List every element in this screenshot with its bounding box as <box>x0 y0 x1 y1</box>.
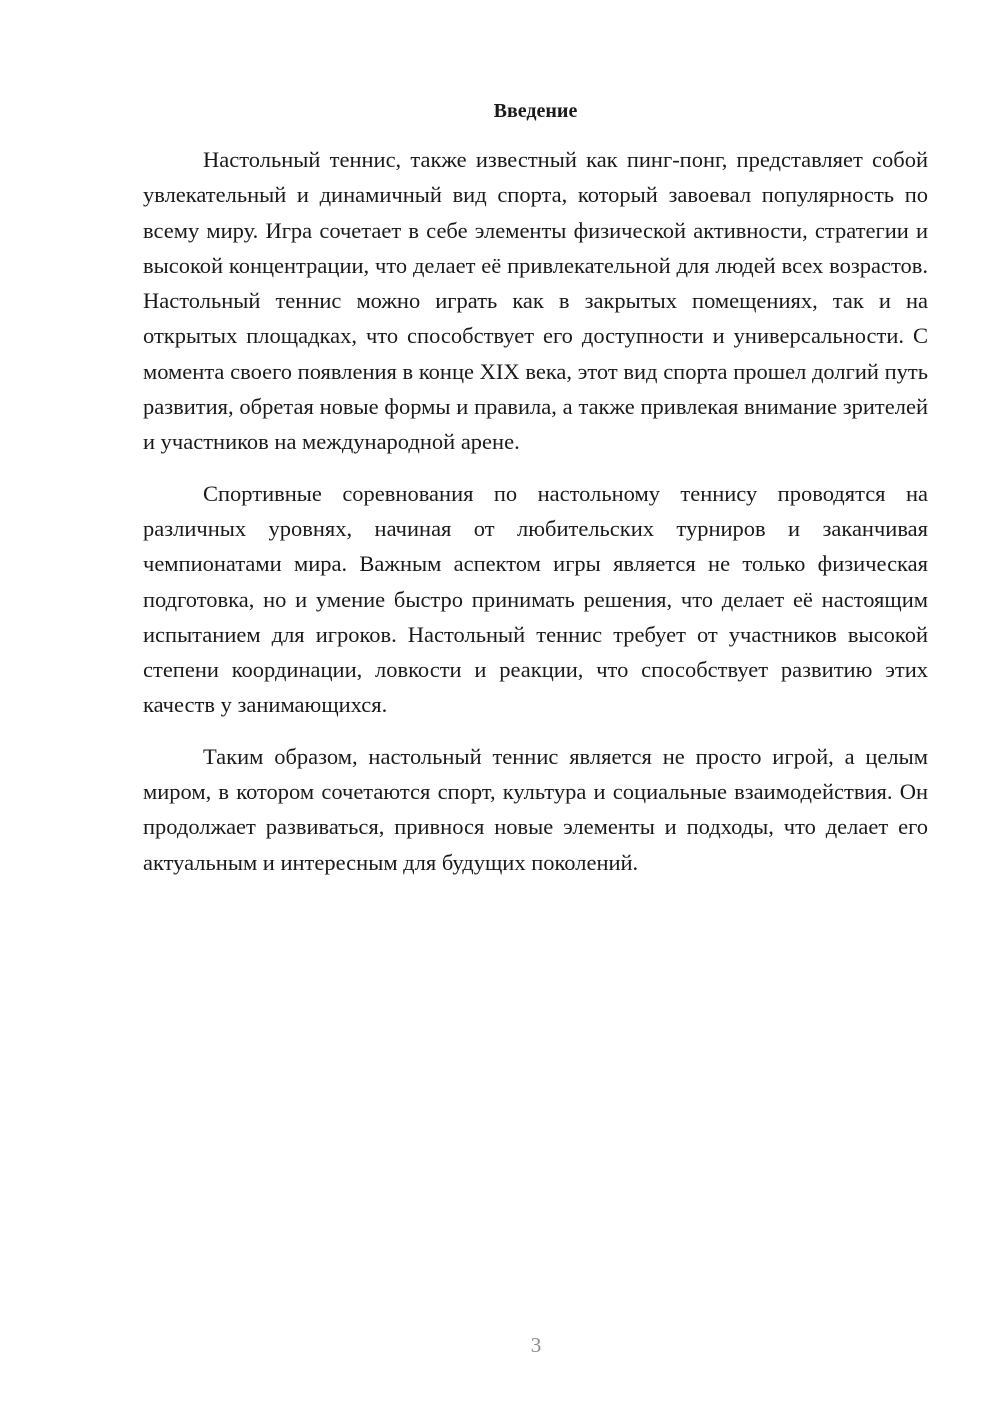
paragraph-intro: Настольный теннис, также известный как пинг-понг, представляет собой увлекательный и динамичный вид спорта, который завоевал популярность по всему миру. Игра сочетает в себе элементы физической активности, стратегии и высокой концентрации, что делает её привлекательной для людей всех возрастов. Настольный теннис можно играть как в закрытых помещениях, так и на открытых площадках, что способствует его доступности и универсальности. С момента своего появления в конце XIX века, этот вид спорта прошел долгий путь развития, обретая новые формы и правила, а также привлекая внимание зрителей и участников на международной арене. <box>143 147 928 455</box>
paragraph-competitions: Спортивные соревнования по настольному теннису проводятся на различных уровнях, начиная от любительских турниров и заканчивая чемпионатами мира. Важным аспектом игры является не только физическая подготовка, но и умение быстро принимать решения, что делает её настоящим испытанием для игроков. Настольный теннис требует от участников высокой степени координации, ловкости и реакции, что способствует развитию этих качеств у занимающихся. <box>143 480 928 718</box>
page-content <box>143 96 928 896</box>
page-number: 3 <box>530 1333 542 1357</box>
paragraph-conclusion: Таким образом, настольный теннис является не просто игрой, а целым миром, в котором сочетаются спорт, культура и социальные взаимодействия. Он продолжает развиваться, привнося новые элементы и подходы, что делает его актуальным и интересным для будущих поколений. <box>143 743 928 875</box>
section-heading: Введение <box>493 100 578 122</box>
